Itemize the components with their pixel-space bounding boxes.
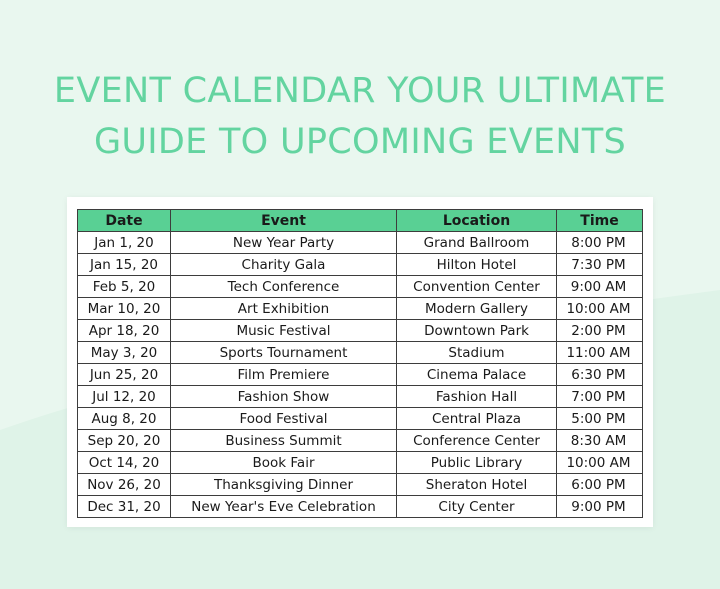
cell-location: Stadium [397, 342, 557, 364]
cell-location: Modern Gallery [397, 298, 557, 320]
cell-event: Food Festival [171, 408, 397, 430]
cell-time: 9:00 AM [557, 276, 643, 298]
table-row [78, 342, 643, 364]
cell-event: Charity Gala [171, 254, 397, 276]
cell-time: 7:00 PM [557, 386, 643, 408]
cell-location: City Center [397, 496, 557, 518]
cell-location: Sheraton Hotel [397, 474, 557, 496]
header-location: Location [397, 210, 557, 232]
cell-event: Tech Conference [171, 276, 397, 298]
table-row [78, 386, 643, 408]
cell-event: Fashion Show [171, 386, 397, 408]
title-line-2: GUIDE TO UPCOMING EVENTS [93, 122, 627, 162]
cell-time: 10:00 AM [557, 298, 643, 320]
title-line-1: EVENT CALENDAR YOUR ULTIMATE [53, 71, 667, 111]
cell-date: Mar 10, 20 [78, 298, 171, 320]
cell-time: 8:30 AM [557, 430, 643, 452]
cell-location: Conference Center [397, 430, 557, 452]
cell-date: Oct 14, 20 [78, 452, 171, 474]
cell-date: Sep 20, 20 [78, 430, 171, 452]
cell-event: New Year's Eve Celebration [171, 496, 397, 518]
header-time: Time [557, 210, 643, 232]
table-card [67, 197, 653, 527]
cell-event: Sports Tournament [171, 342, 397, 364]
cell-date: Apr 18, 20 [78, 320, 171, 342]
table-header-row [78, 210, 643, 232]
cell-time: 5:00 PM [557, 408, 643, 430]
cell-date: Jun 25, 20 [78, 364, 171, 386]
page-title [0, 66, 720, 168]
cell-time: 6:00 PM [557, 474, 643, 496]
cell-time: 9:00 PM [557, 496, 643, 518]
cell-time: 2:00 PM [557, 320, 643, 342]
table-row [78, 364, 643, 386]
cell-event: Business Summit [171, 430, 397, 452]
cell-location: Public Library [397, 452, 557, 474]
cell-event: Art Exhibition [171, 298, 397, 320]
cell-location: Cinema Palace [397, 364, 557, 386]
cell-date: Aug 8, 20 [78, 408, 171, 430]
cell-date: Dec 31, 20 [78, 496, 171, 518]
cell-date: Nov 26, 20 [78, 474, 171, 496]
cell-date: Jan 15, 20 [78, 254, 171, 276]
cell-event: New Year Party [171, 232, 397, 254]
cell-location: Grand Ballroom [397, 232, 557, 254]
event-table [77, 209, 643, 518]
cell-date: Feb 5, 20 [78, 276, 171, 298]
cell-time: 7:30 PM [557, 254, 643, 276]
table-row [78, 276, 643, 298]
cell-time: 10:00 AM [557, 452, 643, 474]
cell-location: Downtown Park [397, 320, 557, 342]
cell-location: Fashion Hall [397, 386, 557, 408]
cell-time: 11:00 AM [557, 342, 643, 364]
table-row [78, 496, 643, 518]
cell-event: Film Premiere [171, 364, 397, 386]
cell-event: Book Fair [171, 452, 397, 474]
cell-date: Jan 1, 20 [78, 232, 171, 254]
table-row [78, 232, 643, 254]
table-row [78, 254, 643, 276]
table-row [78, 452, 643, 474]
table-row [78, 320, 643, 342]
table-row [78, 408, 643, 430]
cell-time: 8:00 PM [557, 232, 643, 254]
cell-date: May 3, 20 [78, 342, 171, 364]
table-row [78, 474, 643, 496]
cell-time: 6:30 PM [557, 364, 643, 386]
cell-event: Thanksgiving Dinner [171, 474, 397, 496]
cell-event: Music Festival [171, 320, 397, 342]
header-date: Date [78, 210, 171, 232]
table-row [78, 298, 643, 320]
cell-location: Convention Center [397, 276, 557, 298]
header-event: Event [171, 210, 397, 232]
table-row [78, 430, 643, 452]
cell-date: Jul 12, 20 [78, 386, 171, 408]
cell-location: Central Plaza [397, 408, 557, 430]
cell-location: Hilton Hotel [397, 254, 557, 276]
